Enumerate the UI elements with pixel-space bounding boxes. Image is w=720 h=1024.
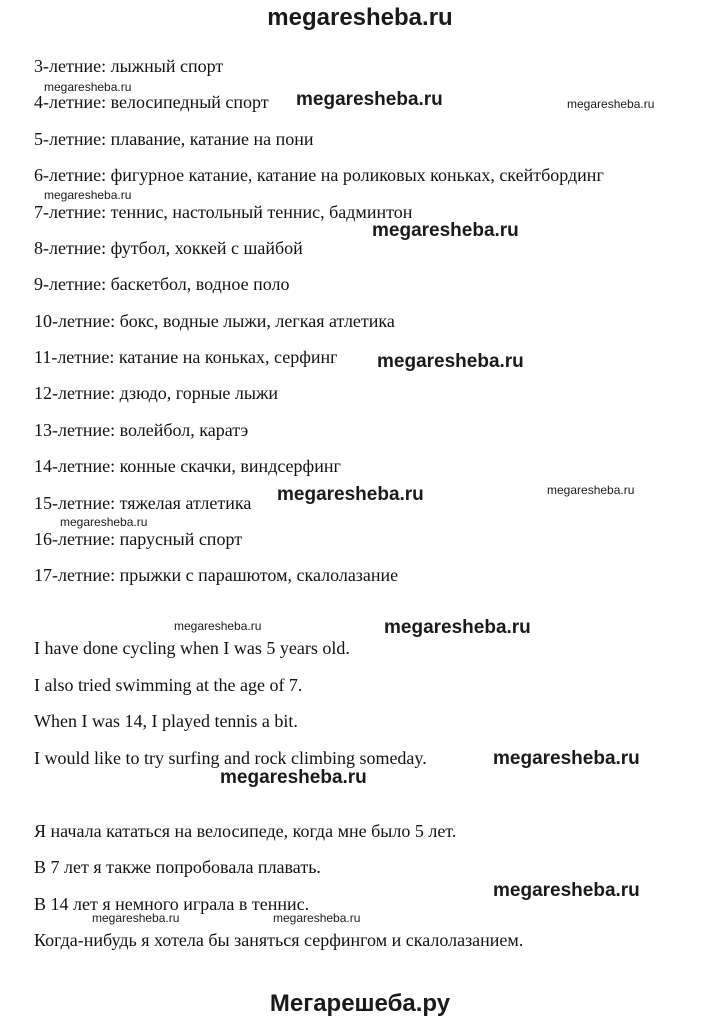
watermark: megaresheba.ru: [277, 484, 424, 505]
watermark: megaresheba.ru: [44, 80, 132, 94]
watermark: megaresheba.ru: [493, 748, 640, 769]
sports-line: 13-летние: волейбол, каратэ: [34, 420, 249, 440]
sports-line: 12-летние: дзюдо, горные лыжи: [34, 383, 279, 403]
sports-line: 8-летние: футбол, хоккей с шайбой: [34, 238, 303, 258]
watermark: megaresheba.ru: [92, 911, 180, 925]
site-header: megaresheba.ru: [267, 4, 453, 31]
watermark: megaresheba.ru: [493, 880, 640, 901]
sports-line: 7-летние: теннис, настольный теннис, бадминтон: [34, 202, 413, 222]
watermark: megaresheba.ru: [377, 351, 524, 372]
watermark: megaresheba.ru: [174, 619, 262, 633]
english-line: I also tried swimming at the age of 7.: [34, 675, 303, 695]
english-line: I would like to try surfing and rock climbing someday.: [34, 748, 427, 768]
sports-line: 16-летние: парусный спорт: [34, 529, 243, 549]
watermark: megaresheba.ru: [567, 97, 655, 111]
russian-line: В 14 лет я немного играла в теннис.: [34, 894, 310, 914]
sports-line: 4-летние: велосипедный спорт: [34, 92, 269, 112]
sports-line: 9-летние: баскетбол, водное поло: [34, 274, 290, 294]
sports-line: 6-летние: фигурное катание, катание на роликовых коньках, скейтбординг: [34, 165, 604, 185]
watermark: megaresheba.ru: [372, 220, 519, 241]
sports-line: 3-летние: лыжный спорт: [34, 56, 224, 76]
watermark: megaresheba.ru: [44, 188, 132, 202]
sports-line: 14-летние: конные скачки, виндсерфинг: [34, 456, 341, 476]
watermark: megaresheba.ru: [220, 767, 367, 788]
russian-line: Когда-нибудь я хотела бы заняться серфингом и скалолазанием.: [34, 930, 524, 950]
watermark: megaresheba.ru: [273, 911, 361, 925]
sports-line: 11-летние: катание на коньках, серфинг: [34, 347, 338, 367]
english-line: I have done cycling when I was 5 years old.: [34, 638, 350, 658]
sports-line: 17-летние: прыжки с парашютом, скалолазание: [34, 565, 399, 585]
site-footer: Мегарешеба.ру: [269, 990, 451, 1017]
watermark: megaresheba.ru: [384, 617, 531, 638]
english-line: When I was 14, I played tennis a bit.: [34, 711, 298, 731]
watermark: megaresheba.ru: [547, 483, 635, 497]
watermark: megaresheba.ru: [296, 89, 443, 110]
russian-line: Я начала кататься на велосипеде, когда мне было 5 лет.: [34, 821, 457, 841]
sports-line: 10-летние: бокс, водные лыжи, легкая атлетика: [34, 311, 395, 331]
sports-line: 15-летние: тяжелая атлетика: [34, 493, 252, 513]
watermark: megaresheba.ru: [60, 515, 148, 529]
russian-line: В 7 лет я также попробовала плавать.: [34, 857, 321, 877]
sports-line: 5-летние: плавание, катание на пони: [34, 129, 314, 149]
